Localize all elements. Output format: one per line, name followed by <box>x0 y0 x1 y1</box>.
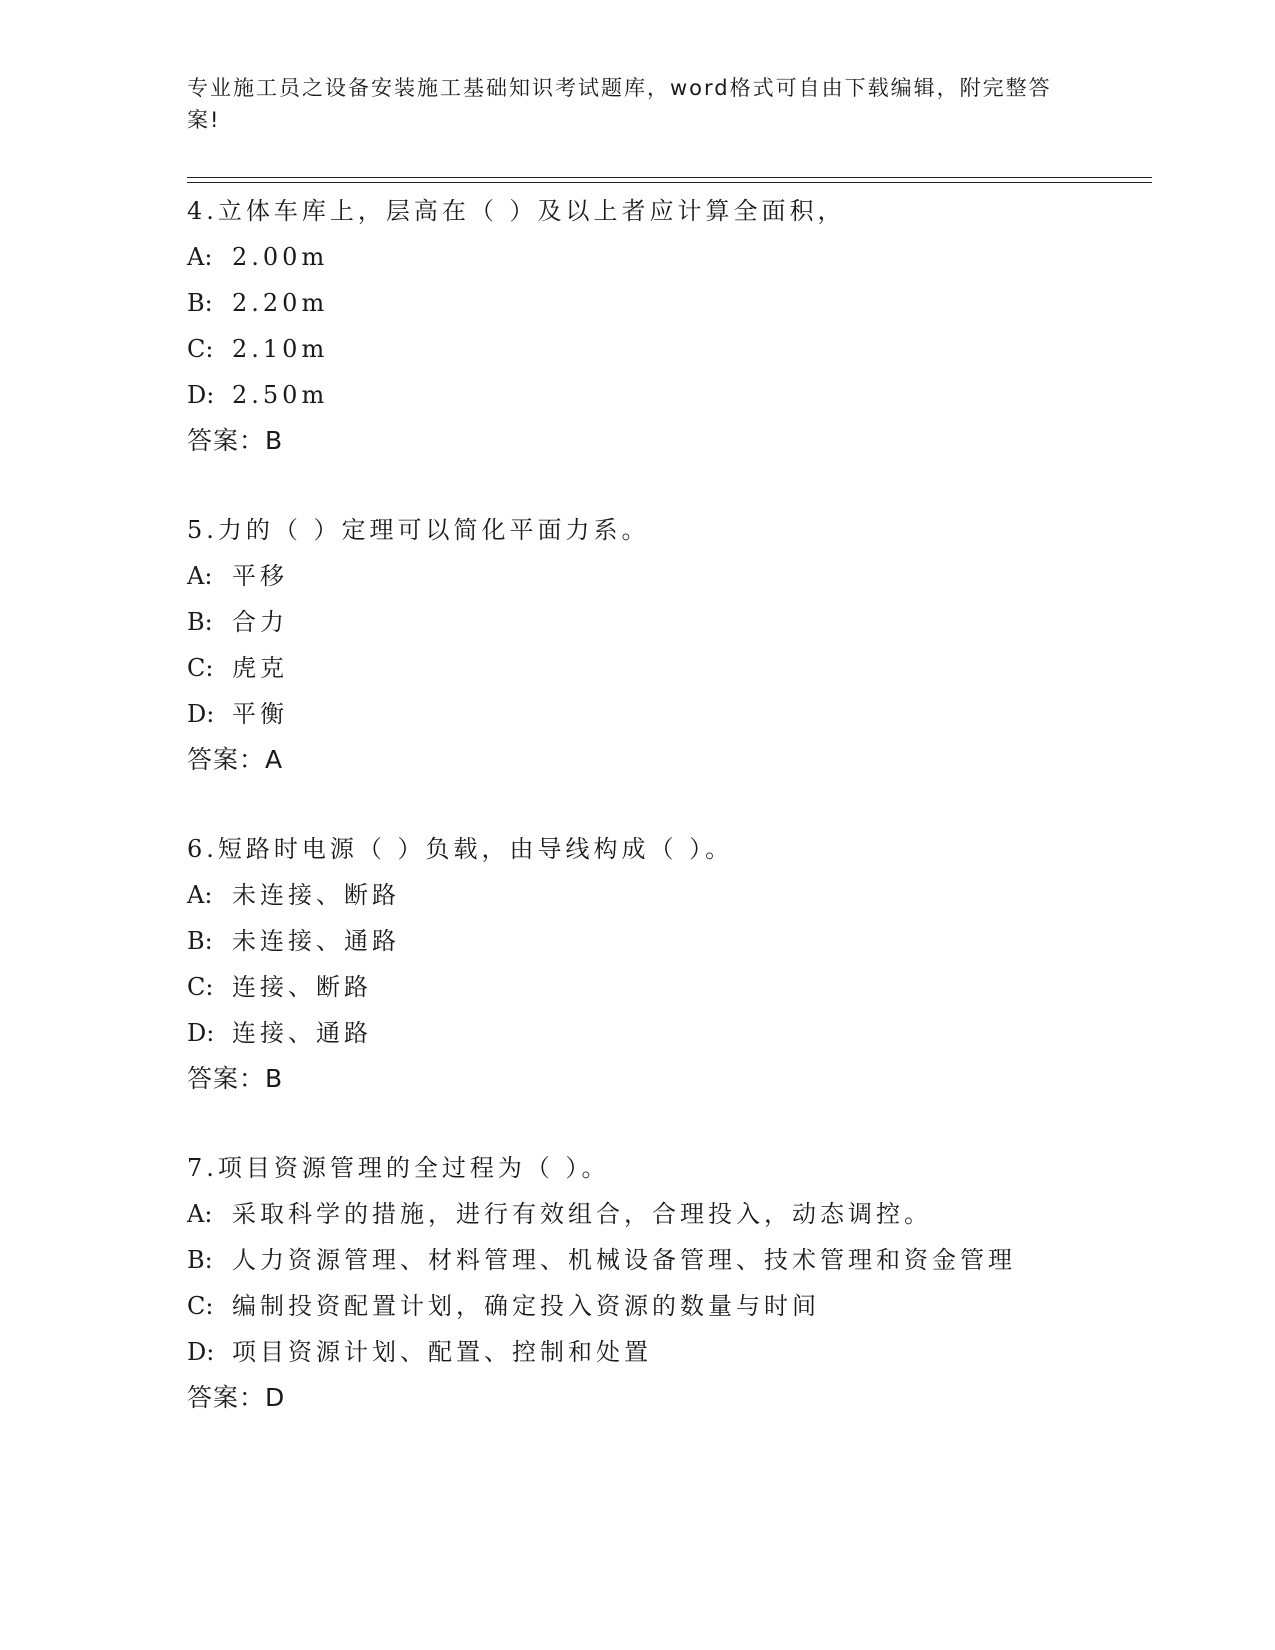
option-letter: C: <box>187 1292 214 1320</box>
question-stem: 4.立体车库上，层高在（ ）及以上者应计算全面积， <box>187 197 846 225</box>
question-4 <box>187 188 1147 464</box>
option-b <box>187 918 1147 964</box>
option-letter: C: <box>187 335 214 363</box>
question-5 <box>187 507 1147 783</box>
option-text: 连接、断路 <box>232 973 372 1001</box>
option-letter: C: <box>187 654 214 682</box>
option-letter: D: <box>187 1019 215 1047</box>
option-text: 未连接、断路 <box>232 881 400 909</box>
option-letter: A: <box>187 881 213 909</box>
option-letter: D: <box>187 700 215 728</box>
option-letter: B: <box>187 608 213 636</box>
option-a <box>187 553 1147 599</box>
option-letter: A: <box>187 1200 213 1228</box>
question-7 <box>187 1145 1147 1421</box>
header-divider-top <box>187 177 1152 178</box>
option-c <box>187 964 1147 1010</box>
option-text: 2.00m <box>232 243 329 271</box>
option-a <box>187 872 1147 918</box>
option-text: 未连接、通路 <box>232 927 400 955</box>
option-text: 2.50m <box>232 381 329 409</box>
option-c <box>187 1283 1147 1329</box>
answer-label: 答案：A <box>187 745 284 774</box>
option-c <box>187 326 1147 372</box>
option-a <box>187 234 1147 280</box>
header-divider-bottom <box>187 182 1152 183</box>
option-text: 编制投资配置计划，确定投入资源的数量与时间 <box>232 1292 820 1320</box>
option-letter: A: <box>187 562 213 590</box>
option-letter: B: <box>187 289 213 317</box>
option-b <box>187 1237 1147 1283</box>
option-text: 虎克 <box>232 654 288 682</box>
answer-label: 答案：B <box>187 426 284 455</box>
option-b <box>187 599 1147 645</box>
answer-label: 答案：D <box>187 1383 286 1412</box>
option-text: 项目资源计划、配置、控制和处置 <box>232 1338 652 1366</box>
answer-label: 答案：B <box>187 1064 284 1093</box>
option-d <box>187 691 1147 737</box>
option-text: 合力 <box>232 608 288 636</box>
option-text: 采取科学的措施，进行有效组合，合理投入，动态调控。 <box>232 1200 932 1228</box>
option-letter: B: <box>187 1246 213 1274</box>
question-6 <box>187 826 1147 1102</box>
option-letter: C: <box>187 973 214 1001</box>
option-text: 2.10m <box>232 335 329 363</box>
question-stem: 5.力的（ ）定理可以简化平面力系。 <box>187 516 650 544</box>
option-letter: B: <box>187 927 213 955</box>
option-d <box>187 1329 1147 1375</box>
document-title: 专业施工员之设备安装施工基础知识考试题库，word格式可自由下载编辑，附完整答案! <box>187 76 1052 132</box>
option-d <box>187 1010 1147 1056</box>
option-text: 人力资源管理、材料管理、机械设备管理、技术管理和资金管理 <box>232 1246 1016 1274</box>
option-text: 2.20m <box>232 289 329 317</box>
option-a <box>187 1191 1147 1237</box>
option-text: 连接、通路 <box>232 1019 372 1047</box>
option-letter: D: <box>187 1338 215 1366</box>
option-c <box>187 645 1147 691</box>
option-b <box>187 280 1147 326</box>
option-text: 平移 <box>232 562 288 590</box>
question-stem: 6.短路时电源（ ）负载，由导线构成（ ）。 <box>187 835 734 863</box>
option-text: 平衡 <box>232 700 288 728</box>
option-letter: A: <box>187 243 213 271</box>
option-d <box>187 372 1147 418</box>
question-stem: 7.项目资源管理的全过程为（ ）。 <box>187 1154 610 1182</box>
option-letter: D: <box>187 381 215 409</box>
